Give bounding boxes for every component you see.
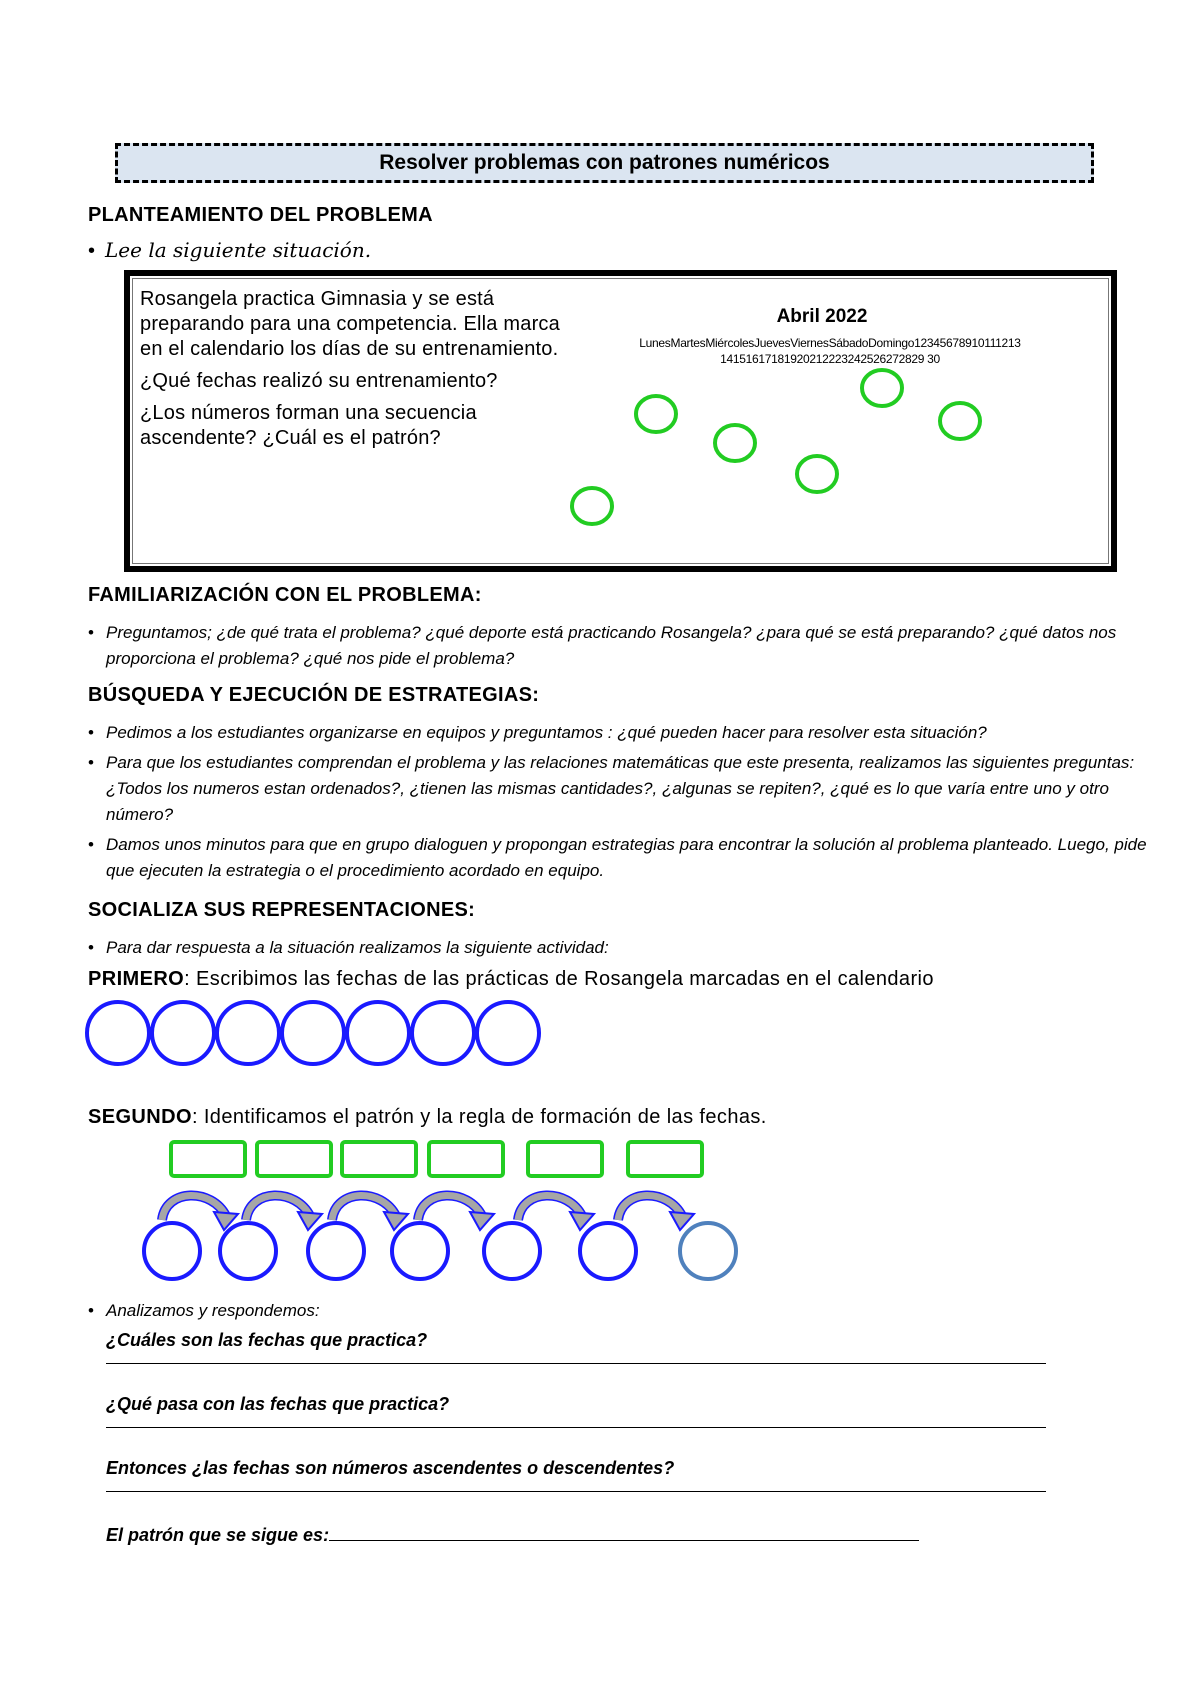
answer-circle[interactable]: [217, 1002, 279, 1064]
question-text: El patrón que se sigue es:: [106, 1525, 330, 1545]
situation-question-2: ¿Los números forman una secuencia ascendente? ¿Cuál es el patrón?: [140, 402, 477, 449]
answer-circle[interactable]: [282, 1002, 344, 1064]
section-socializa: SOCIALIZA SUS REPRESENTACIONES:: [88, 899, 476, 921]
calendar-marks: [0, 0, 1200, 600]
curved-arrow-icon: [518, 1195, 594, 1230]
section-familiarizacion: FAMILIARIZACIÓN CON EL PROBLEMA:: [88, 584, 482, 606]
step-text: : Escribimos las fechas de las prácticas de Rosangela marcadas en el calendario: [184, 968, 934, 990]
question-text: ¿Qué pasa con las fechas que practica?: [106, 1394, 450, 1414]
calendar-mark: [572, 488, 612, 524]
answer-line[interactable]: [329, 1522, 919, 1541]
curved-arrow-icon: [618, 1195, 694, 1230]
sequence-circle[interactable]: [580, 1223, 636, 1279]
question-text: ¿Cuáles son las fechas que practica?: [106, 1330, 428, 1350]
list-item: • Analizamos y respondemos:: [88, 1298, 1168, 1324]
question-block: [106, 1330, 1046, 1364]
sequence-circle[interactable]: [220, 1223, 276, 1279]
socializa-list: [88, 935, 1168, 965]
question-block: [106, 1394, 1046, 1428]
primero-circles: [80, 998, 550, 1070]
calendar-mark: [940, 403, 980, 439]
answer-line[interactable]: [106, 1415, 1046, 1428]
rule-box[interactable]: [429, 1142, 503, 1176]
answer-line[interactable]: [106, 1351, 1046, 1364]
rule-box[interactable]: [628, 1142, 702, 1176]
answer-questions: [106, 1330, 1046, 1560]
step-label: PRIMERO: [88, 968, 185, 990]
familiarizacion-list: [88, 620, 1168, 676]
calendar-title: Abril 2022: [776, 306, 868, 327]
list-item: • Damos unos minutos para que en grupo dialoguen y propongan estrategias para encontrar la solución al problema planteado. Luego, pide que ejecuten la estrategia o el procedimiento acordado en equipo.: [88, 832, 1168, 884]
sequence-circle[interactable]: [484, 1223, 540, 1279]
sequence-circle[interactable]: [144, 1223, 200, 1279]
question-text: Entonces ¿las fechas son números ascendentes o descendentes?: [106, 1458, 675, 1478]
list-item: • Para dar respuesta a la situación realizamos la siguiente actividad:: [88, 935, 1168, 961]
rule-box[interactable]: [528, 1142, 602, 1176]
busqueda-list: [88, 720, 1168, 888]
pattern-diagram: [120, 1138, 760, 1283]
situation-question-1: ¿Qué fechas realizó su entrenamiento?: [140, 370, 498, 392]
sequence-circle[interactable]: [680, 1223, 736, 1279]
list-item: • Pedimos a los estudiantes organizarse en equipos y preguntamos : ¿qué pueden hacer para resolver esta situación?: [88, 720, 1168, 746]
rule-box[interactable]: [257, 1142, 331, 1176]
final-question: [106, 1522, 1046, 1546]
rule-box[interactable]: [342, 1142, 416, 1176]
rule-box[interactable]: [171, 1142, 245, 1176]
lead-text: Lee la siguiente situación.: [105, 238, 372, 262]
calendar-mark: [797, 456, 837, 492]
sequence-circle[interactable]: [308, 1223, 364, 1279]
list-item: • Para que los estudiantes comprendan el problema y las relaciones matemáticas que este presenta, realizamos las siguientes preguntas: ¿Todos los numeros estan ordenados?, ¿tienen las mismas cantidades?, ¿algunas se repiten?, ¿qué es lo que varía entre uno y otro número?: [88, 750, 1168, 828]
step-primero: [88, 968, 934, 991]
answer-line[interactable]: [106, 1479, 1046, 1492]
calendar-mark: [715, 425, 755, 461]
calendar-mark: [636, 396, 676, 432]
answer-circle[interactable]: [347, 1002, 409, 1064]
analizamos-list: [88, 1298, 1168, 1328]
list-item: • Preguntamos; ¿de qué trata el problema? ¿qué deporte está practicando Rosangela? ¿para qué se está preparando? ¿qué datos nos proporciona el problema? ¿qué nos pide el problema?: [88, 620, 1168, 672]
calendar-line-1: LunesMartesMiércolesJuevesViernesSábadoDomingo12345678910111213: [639, 336, 1021, 350]
calendar-line-2: 14151617181920212223242526272829 30: [720, 352, 940, 366]
answer-circle[interactable]: [152, 1002, 214, 1064]
answer-circle[interactable]: [412, 1002, 474, 1064]
bullet-icon: •: [88, 240, 96, 262]
step-text: : Identificamos el patrón y la regla de formación de las fechas.: [191, 1106, 767, 1128]
sequence-circle[interactable]: [392, 1223, 448, 1279]
calendar-mark: [862, 370, 902, 406]
situation-paragraph: Rosangela practica Gimnasia y se está preparando para una competencia. Ella marca en el calendario los días de su entrenamiento.: [140, 288, 560, 360]
answer-circle[interactable]: [87, 1002, 149, 1064]
section-busqueda: BÚSQUEDA Y EJECUCIÓN DE ESTRATEGIAS:: [88, 684, 540, 706]
question-block: [106, 1458, 1046, 1492]
step-label: SEGUNDO: [88, 1106, 192, 1128]
worksheet-title: Resolver problemas con patrones numéricos: [115, 143, 1094, 183]
step-segundo: [88, 1106, 767, 1129]
section-planteamiento: PLANTEAMIENTO DEL PROBLEMA: [88, 204, 433, 226]
answer-circle[interactable]: [477, 1002, 539, 1064]
